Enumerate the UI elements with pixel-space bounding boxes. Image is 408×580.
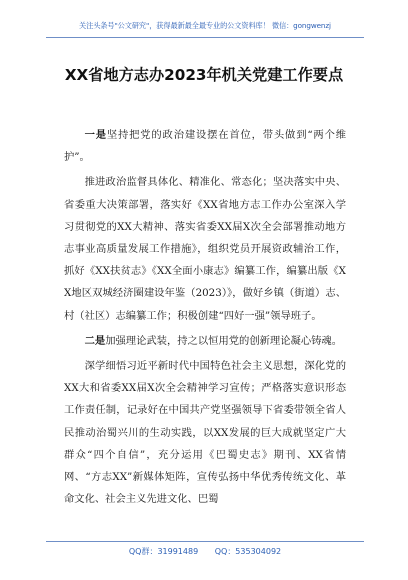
document-body [64,124,346,513]
paragraph-3-lead: 二是 [84,334,106,347]
paragraph-4 [64,355,346,510]
document-title: XX省地方志办2023年机关党建工作要点 [64,66,344,84]
paragraph-3-text: 加强理论武装，持之以恒用党的创新理论凝心铸魂。 [105,334,343,347]
footer-qq-group: QQ群：31991489 [128,547,199,556]
paragraph-1-text: 坚持把党的政治建设摆在首位，带头做到“两个维护”。 [64,129,347,164]
paragraph-1 [64,124,346,168]
paragraph-1-lead: 一是 [84,129,107,141]
paragraph-2-text: 推进政治监督具体化、精准化、常态化；坚决落实中央、省委重大决策部署，落实好《XX省地方志工作办公室深入学习贯彻党的XX大精神、落实省委XX届X次全会部署推动地方志事业高质量发展工作措施》，组织党员开展资政辅治工作，抓好《XX扶贫志》《XX全面小康志》编纂工作，编纂出版《XX地区双城经济圈建设年鉴（2023）》，做好乡镇（街道）志、村（社区）志编纂工作；积极创建“四好一强”领导班子。 [64,176,346,322]
page-header-text: 关注头条号"公文研究"，获得最新最全最专业的公文资料库！ 微信：gongwenzj [79,21,331,30]
paragraph-3 [64,330,346,352]
header-divider [46,37,364,38]
footer-qq: QQ：535304092 [214,547,282,556]
footer-divider [46,541,364,542]
paragraph-4-text: 深学细悟习近平新时代中国特色社会主义思想，深化党的XX大和省委XX届X次全会精神学习宣传；严格落实意识形态工作责任制，记录好在中国共产党坚强领导下省委带领全省人民推动治蜀兴川的生动实践，以XX发展的巨大成就坚定广大群众“四个自信”，充分运用《巴蜀史志》期刊、XX省情网、“方志XX”新媒体矩阵，宣传弘扬中华优秀传统文化、革命文化、社会主义先进文化、巴蜀 [64,360,346,506]
page-footer [46,546,364,557]
paragraph-2 [64,171,346,326]
